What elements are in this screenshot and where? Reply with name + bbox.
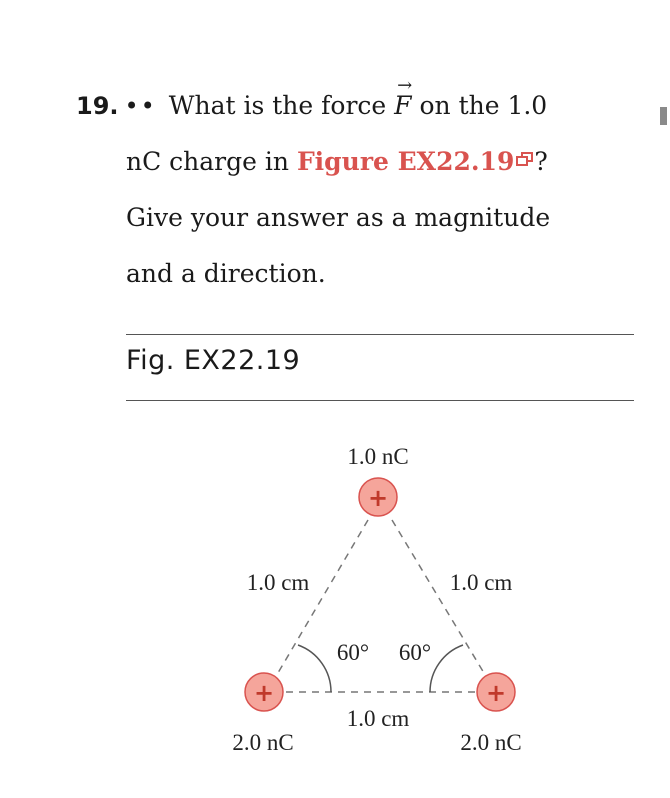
base-side-label: 1.0 cm xyxy=(346,706,410,731)
right-charge-label: 2.0 nC xyxy=(460,730,522,755)
top-charge-label: 1.0 nC xyxy=(347,444,409,469)
left-charge-sign: + xyxy=(253,679,275,707)
problem-line-3: Give your answer as a magnitude xyxy=(126,203,551,232)
force-symbol: F xyxy=(394,91,412,120)
right-charge xyxy=(477,673,515,711)
right-side-label: 1.0 cm xyxy=(449,570,513,595)
question-mark: ? xyxy=(534,147,548,176)
question-text-line2: nC charge in xyxy=(126,147,289,176)
vector-arrow-icon: → xyxy=(397,75,413,96)
left-side-label: 1.0 cm xyxy=(246,570,310,595)
right-angle-arc xyxy=(430,645,463,692)
right-charge-sign: + xyxy=(485,679,507,707)
right-angle-label: 60° xyxy=(398,640,432,665)
left-charge-label: 2.0 nC xyxy=(232,730,294,755)
figure-caption: Fig. EX22.19 xyxy=(126,345,301,376)
problem-line-4: and a direction. xyxy=(126,259,326,288)
question-text-start: What is the force xyxy=(168,91,387,120)
top-charge xyxy=(359,478,397,516)
figure-link-text[interactable]: Figure EX22.19 xyxy=(296,147,515,176)
problem-number: 19. xyxy=(76,92,119,120)
top-charge-sign: + xyxy=(367,484,389,512)
question-text-end: on the 1.0 xyxy=(419,91,548,120)
left-angle-arc xyxy=(298,645,331,692)
difficulty-dots: •• xyxy=(124,92,157,120)
left-charge xyxy=(245,673,283,711)
left-angle-label: 60° xyxy=(336,640,370,665)
